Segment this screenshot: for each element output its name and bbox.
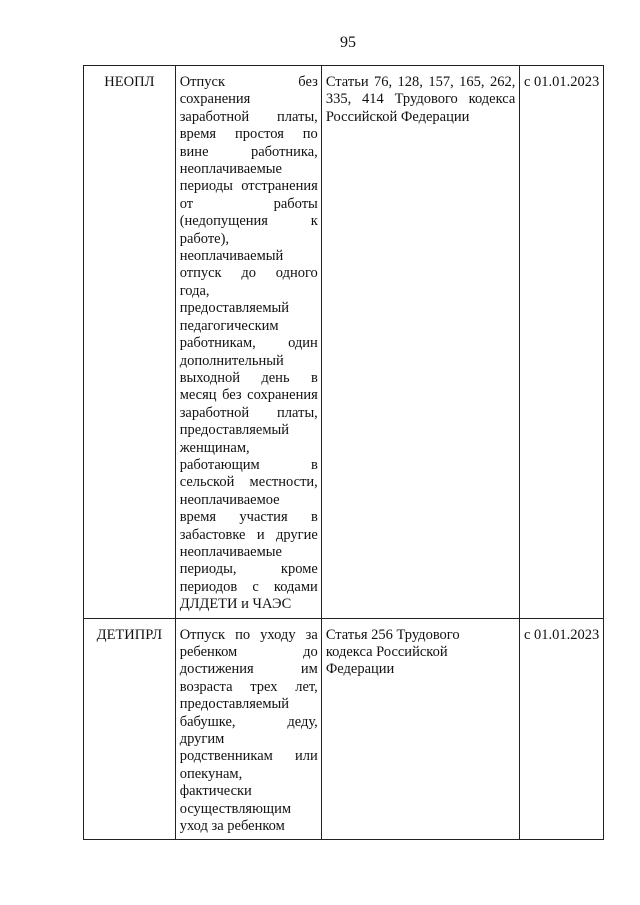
description-line: отпуск до одного [179, 265, 318, 282]
description-line: время участия в [179, 509, 318, 526]
description-line: неоплачиваемые [179, 161, 282, 178]
legal-basis-line: Федерации [325, 661, 395, 678]
description-line: неоплачиваемое [179, 491, 280, 508]
description-line: работающим в [179, 456, 318, 473]
description-line: достижения им [179, 661, 318, 678]
table-row [84, 618, 604, 840]
description-line: неоплачиваемые [179, 543, 282, 560]
description-line: периоды отстранения [179, 178, 318, 195]
description-line: уход за ребенком [179, 818, 285, 835]
table-row [84, 66, 604, 619]
description-line: неоплачиваемый [179, 248, 284, 265]
legal-basis-cell [321, 66, 520, 619]
description-line: предоставляемый [179, 422, 290, 439]
legal-basis-cell [321, 618, 520, 840]
description-line: родственникам или [179, 748, 318, 765]
legal-basis-line: 335, 414 Трудового кодекса [325, 91, 516, 108]
description-line: дополнительный [179, 352, 284, 369]
description-line: опекунам, [179, 765, 243, 782]
legal-basis-line: кодекса Российской [325, 644, 448, 660]
description-line: заработной платы, [179, 108, 318, 125]
description-line: бабушке, деду, [179, 713, 318, 730]
description-line: забастовке и другие [179, 526, 318, 543]
description-line: заработной платы, [179, 404, 318, 421]
description-line: возраста трех лет, [179, 678, 318, 695]
description-line: года, [179, 282, 210, 299]
description-line: время простоя по [179, 126, 318, 143]
description-line: работникам, один [179, 335, 318, 352]
description-line: периоды, кроме [179, 561, 318, 578]
description-line: ребенком до [179, 644, 318, 660]
description-line: месяц без сохранения [179, 387, 318, 404]
description-line: ДЛДЕТИ и ЧАЭС [179, 596, 292, 613]
description-line: сохранения [179, 91, 251, 108]
description-line: осуществляющим [179, 800, 292, 817]
description-line: Отпуск по уходу за [179, 626, 318, 643]
description-line: работе), [179, 230, 230, 247]
description-line: периодов с кодами [179, 578, 318, 595]
description-line: от работы [179, 195, 318, 212]
code-cell: НЕОПЛ [84, 66, 176, 619]
legal-basis-line: Статья 256 Трудового [325, 626, 460, 643]
codes-table [83, 65, 604, 840]
legal-basis-line: Российской Федерации [325, 108, 470, 125]
description-cell [175, 66, 321, 619]
description-line: другим [179, 731, 225, 748]
effective-date-cell: с 01.01.2023 [520, 66, 604, 619]
description-line: педагогическим [179, 317, 279, 334]
description-line: Отпуск без [179, 74, 318, 90]
description-line: сельской местности, [179, 474, 318, 491]
code-cell: ДЕТИПРЛ [84, 618, 176, 840]
description-line: выходной день в [179, 369, 318, 386]
description-line: вине работника, [179, 143, 318, 160]
description-line: (недопущения к [179, 213, 318, 230]
description-cell [175, 618, 321, 840]
description-line: женщинам, [179, 439, 250, 456]
description-line: предоставляемый [179, 696, 290, 713]
description-line: предоставляемый [179, 300, 290, 317]
description-line: фактически [179, 783, 252, 800]
page-number: 95 [340, 34, 356, 51]
legal-basis-line: Статьи 76, 128, 157, 165, 262, [325, 74, 516, 90]
effective-date-cell: с 01.01.2023 [520, 618, 604, 840]
